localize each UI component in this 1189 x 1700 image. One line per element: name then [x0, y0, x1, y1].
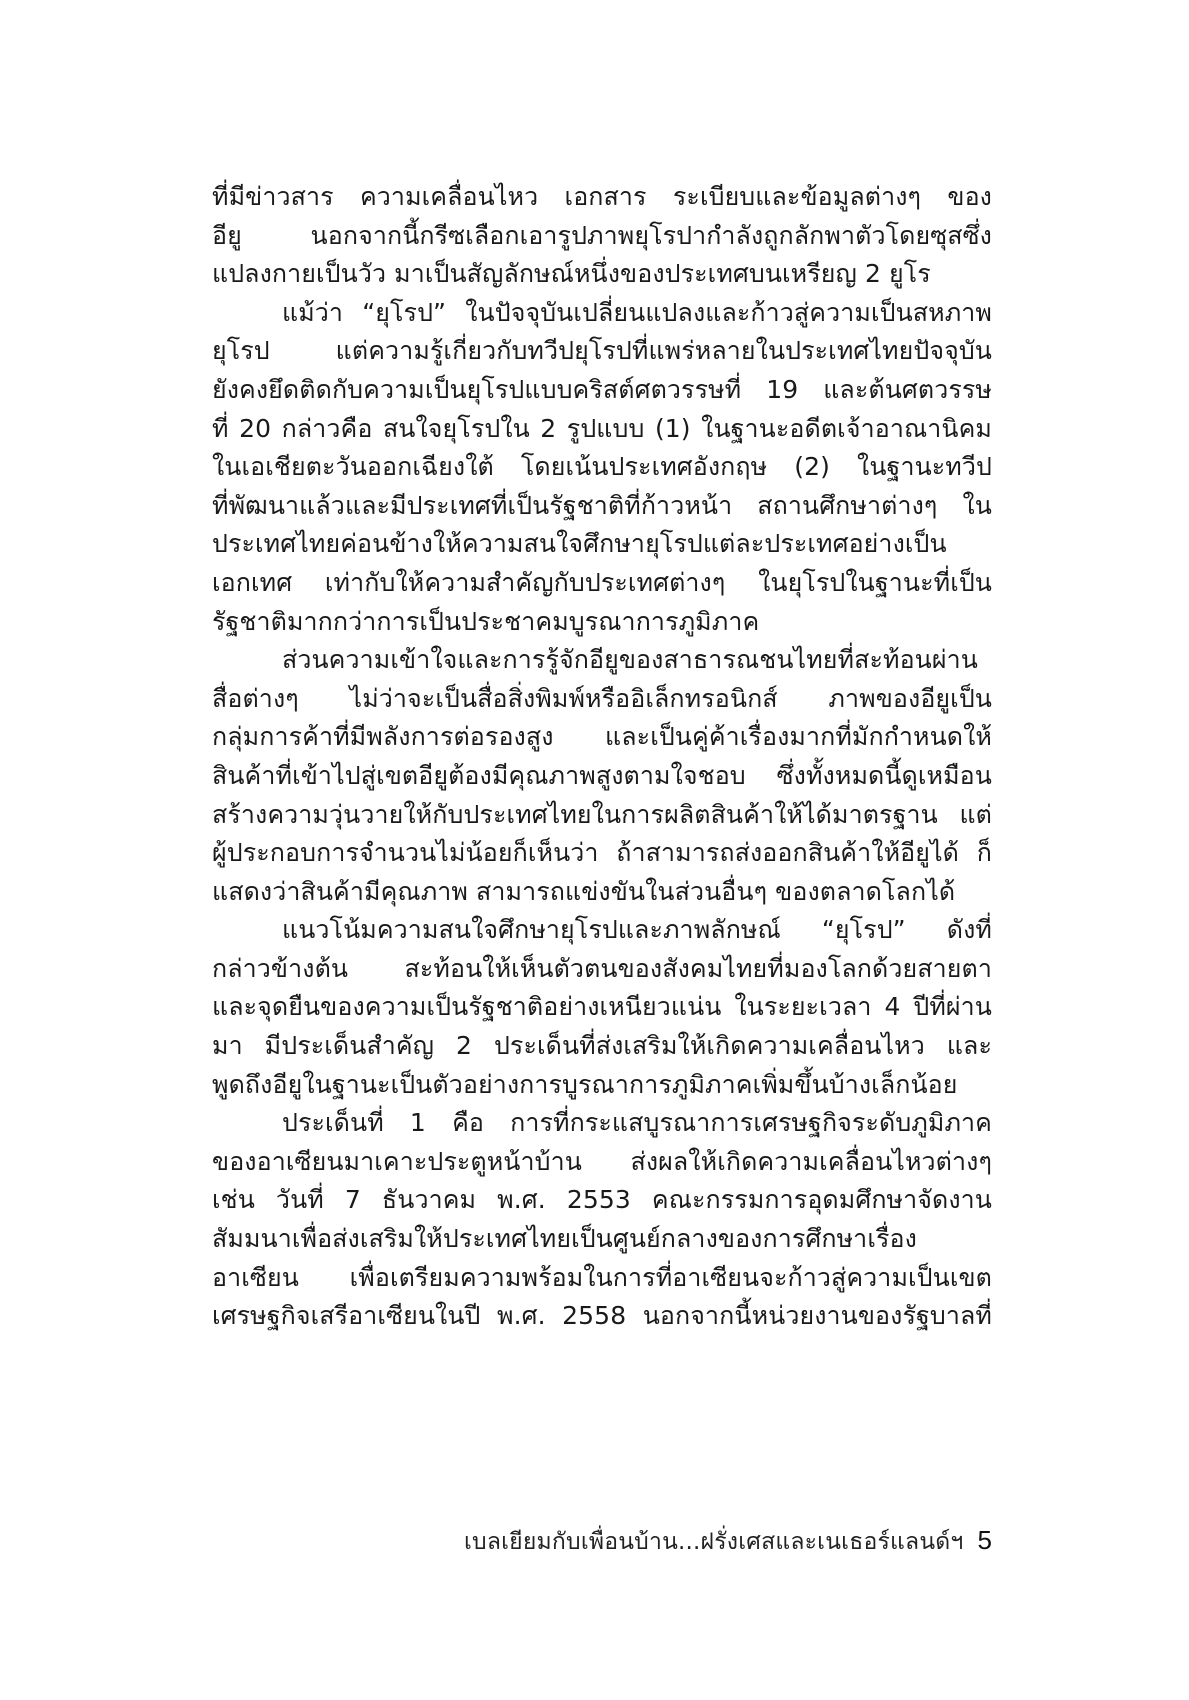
paragraph-3-line-6: ผู้ประกอบการจำนวนไม่น้อยก็เห็นว่า ถ้าสามารถส่งออกสินค้าให้อียูได้ ก็	[212, 838, 992, 868]
paragraph-3-line-4: สินค้าที่เข้าไปสู่เขตอียูต้องมีคุณภาพสูงตามใจชอบ ซึ่งทั้งหมดนี้ดูเหมือน	[212, 760, 992, 790]
paragraph-1-line-3: แปลงกายเป็นวัว มาเป็นสัญลักษณ์หนึ่งของประเทศบนเหรียญ 2 ยูโร	[212, 259, 931, 289]
paragraph-5-line-1: ประเด็นที่ 1 คือ การที่กระแสบูรณาการเศรษฐกิจระดับภูมิภาค	[282, 1108, 992, 1138]
paragraph-2-line-7: ประเทศไทยค่อนข้างให้ความสนใจศึกษายุโรปแต่ละประเทศอย่างเป็น	[212, 529, 947, 559]
paragraph-1-line-2: อียู นอกจากนี้กรีซเลือกเอารูปภาพยุโรปากำลังถูกลักพาตัวโดยซุสซึ่ง	[212, 220, 992, 250]
paragraph-3-line-2: สื่อต่างๆ ไม่ว่าจะเป็นสื่อสิ่งพิมพ์หรืออิเล็กทรอนิกส์ ภาพของอียูเป็น	[212, 683, 992, 713]
paragraph-3-line-7: แสดงว่าสินค้ามีคุณภาพ สามารถแข่งขันในส่วนอื่นๆ ของตลาดโลกได้	[212, 876, 956, 906]
page-footer	[212, 1520, 992, 1560]
paragraph-4-line-5: พูดถึงอียูในฐานะเป็นตัวอย่างการบูรณาการภูมิภาคเพิ่มขึ้นบ้างเล็กน้อย	[212, 1069, 958, 1099]
paragraph-2-line-1: แม้ว่า “ยุโรป” ในปัจจุบันเปลี่ยนแปลงและก้าวสู่ความเป็นสหภาพ	[282, 297, 992, 327]
paragraph-2-line-4: ที่ 20 กล่าวคือ สนใจยุโรปใน 2 รูปแบบ (1) ในฐานะอดีตเจ้าอาณานิคม	[212, 413, 992, 443]
paragraph-5-line-3: เช่น วันที่ 7 ธันวาคม พ.ศ. 2553 คณะกรรมการอุดมศึกษาจัดงาน	[212, 1185, 992, 1215]
paragraph-5-line-6: เศรษฐกิจเสรีอาเซียนในปี พ.ศ. 2558 นอกจากนี้หน่วยงานของรัฐบาลที่	[212, 1301, 992, 1331]
paragraph-2-line-9: รัฐชาติมากกว่าการเป็นประชาคมบูรณาการภูมิภาค	[212, 606, 760, 636]
paragraph-4-line-2: กล่าวข้างต้น สะท้อนให้เห็นตัวตนของสังคมไทยที่มองโลกด้วยสายตา	[212, 953, 992, 983]
paragraph-2-line-2: ยุโรป แต่ความรู้เกี่ยวกับทวีปยุโรปที่แพร่หลายในประเทศไทยปัจจุบัน	[212, 336, 992, 366]
paragraph-4-line-4: มา มีประเด็นสำคัญ 2 ประเด็นที่ส่งเสริมให้เกิดความเคลื่อนไหว และ	[212, 1031, 992, 1061]
body-text	[212, 178, 992, 1336]
paragraph-5-line-5: อาเซียน เพื่อเตรียมความพร้อมในการที่อาเซียนจะก้าวสู่ความเป็นเขต	[212, 1262, 992, 1292]
paragraph-3-line-3: กลุ่มการค้าที่มีพลังการต่อรองสูง และเป็นคู่ค้าเรื่องมากที่มักกำหนดให้	[212, 722, 992, 752]
paragraph-2-line-6: ที่พัฒนาแล้วและมีประเทศที่เป็นรัฐชาติที่ก้าวหน้า สถานศึกษาต่างๆ ใน	[212, 490, 992, 520]
paragraph-5-line-4: สัมมนาเพื่อส่งเสริมให้ประเทศไทยเป็นศูนย์กลางของการศึกษาเรื่อง	[212, 1224, 917, 1254]
paragraph-3-line-1: ส่วนความเข้าใจและการรู้จักอียูของสาธารณชนไทยที่สะท้อนผ่าน	[282, 645, 978, 675]
page-number: 5	[977, 1525, 992, 1555]
paragraph-4-line-1: แนวโน้มความสนใจศึกษายุโรปและภาพลักษณ์ “ยุโรป” ดังที่	[282, 915, 992, 945]
paragraph-3-line-5: สร้างความวุ่นวายให้กับประเทศไทยในการผลิตสินค้าให้ได้มาตรฐาน แต่	[212, 799, 992, 829]
paragraph-4-line-3: และจุดยืนของความเป็นรัฐชาติอย่างเหนียวแน่น ในระยะเวลา 4 ปีที่ผ่าน	[212, 992, 992, 1022]
running-footer-title: เบลเยียมกับเพื่อนบ้าน...ฝรั่งเศสและเนเธอร์แลนด์ฯ	[463, 1529, 964, 1555]
paragraph-2-line-3: ยังคงยึดติดกับความเป็นยุโรปแบบคริสต์ศตวรรษที่ 19 และต้นศตวรรษ	[212, 374, 992, 404]
paragraph-1-line-1: ที่มีข่าวสาร ความเคลื่อนไหว เอกสาร ระเบียบและข้อมูลต่างๆ ของ	[212, 182, 992, 211]
paragraph-2-line-8: เอกเทศ เท่ากับให้ความสำคัญกับประเทศต่างๆ ในยุโรปในฐานะที่เป็น	[212, 567, 992, 597]
paragraph-5-line-2: ของอาเซียนมาเคาะประตูหน้าบ้าน ส่งผลให้เกิดความเคลื่อนไหวต่างๆ	[212, 1146, 992, 1176]
paragraph-2-line-5: ในเอเชียตะวันออกเฉียงใต้ โดยเน้นประเทศอังกฤษ (2) ในฐานะทวีป	[212, 452, 992, 482]
